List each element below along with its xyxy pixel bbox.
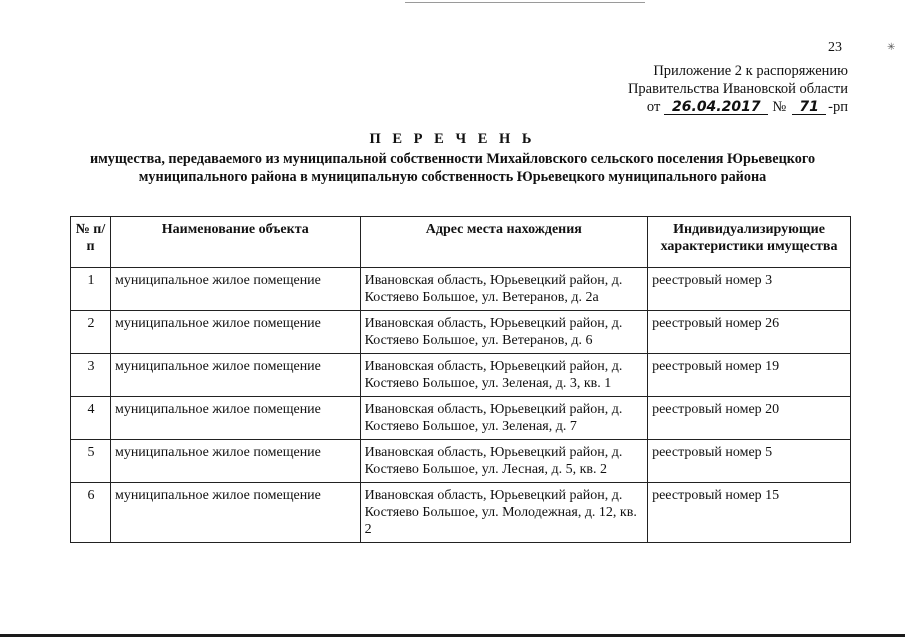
scan-mark: ✳	[887, 42, 896, 53]
cell-characteristics: реестровый номер 19	[648, 354, 851, 397]
header-characteristics: Индивидуализирующие характеристики имущества	[648, 217, 851, 268]
header-name: Наименование объекта	[110, 217, 360, 268]
cell-name: муниципальное жилое помещение	[110, 483, 360, 543]
cell-characteristics: реестровый номер 3	[648, 268, 851, 311]
number-label: №	[772, 99, 787, 115]
appendix-line-3	[628, 98, 848, 116]
handwritten-number: 71	[792, 100, 826, 115]
cell-address: Ивановская область, Юрьевецкий район, д. Костяево Большое, ул. Ветеранов, д. 6	[360, 311, 648, 354]
table-header-row	[71, 217, 851, 268]
cell-num: 6	[71, 483, 111, 543]
table-row	[71, 311, 851, 354]
cell-characteristics: реестровый номер 20	[648, 397, 851, 440]
from-label: от	[646, 99, 661, 115]
cell-num: 5	[71, 440, 111, 483]
number-suffix: -рп	[828, 99, 848, 115]
cell-characteristics: реестровый номер 5	[648, 440, 851, 483]
cell-name: муниципальное жилое помещение	[110, 354, 360, 397]
cell-name: муниципальное жилое помещение	[110, 311, 360, 354]
cell-address: Ивановская область, Юрьевецкий район, д. Костяево Большое, ул. Зеленая, д. 7	[360, 397, 648, 440]
cell-num: 3	[71, 354, 111, 397]
table-row	[71, 483, 851, 543]
scan-border-top	[405, 2, 645, 3]
header-address: Адрес места нахождения	[360, 217, 648, 268]
appendix-line-2: Правительства Ивановской области	[627, 81, 848, 97]
cell-name: муниципальное жилое помещение	[110, 440, 360, 483]
cell-address: Ивановская область, Юрьевецкий район, д. Костяево Большое, ул. Молодежная, д. 12, кв. 2	[360, 483, 648, 543]
cell-characteristics: реестровый номер 15	[648, 483, 851, 543]
cell-num: 2	[71, 311, 111, 354]
table-row	[71, 397, 851, 440]
cell-address: Ивановская область, Юрьевецкий район, д. Костяево Большое, ул. Зеленая, д. 3, кв. 1	[360, 354, 648, 397]
cell-num: 1	[71, 268, 111, 311]
appendix-header	[628, 62, 848, 116]
header-num: № п/п	[71, 217, 111, 268]
page-number: 23	[828, 40, 842, 55]
document-title: П Е Р Е Ч Е Н Ь	[369, 131, 536, 147]
cell-name: муниципальное жилое помещение	[110, 397, 360, 440]
handwritten-date: 26.04.2017	[664, 100, 768, 115]
appendix-line-1: Приложение 2 к распоряжению	[653, 63, 848, 79]
cell-address: Ивановская область, Юрьевецкий район, д. Костяево Большое, ул. Лесная, д. 5, кв. 2	[360, 440, 648, 483]
table-row	[71, 440, 851, 483]
table-row	[71, 268, 851, 311]
property-table	[70, 216, 851, 543]
scan-border-bottom	[0, 634, 905, 637]
table-row	[71, 354, 851, 397]
cell-characteristics: реестровый номер 26	[648, 311, 851, 354]
cell-num: 4	[71, 397, 111, 440]
cell-address: Ивановская область, Юрьевецкий район, д. Костяево Большое, ул. Ветеранов, д. 2а	[360, 268, 648, 311]
document-subtitle: имущества, передаваемого из муниципальной собственности Михайловского сельского поселения Юрьевецкого муниципального района в муниципальную собственность Юрьевецкого муниципального района	[89, 151, 816, 185]
cell-name: муниципальное жилое помещение	[110, 268, 360, 311]
